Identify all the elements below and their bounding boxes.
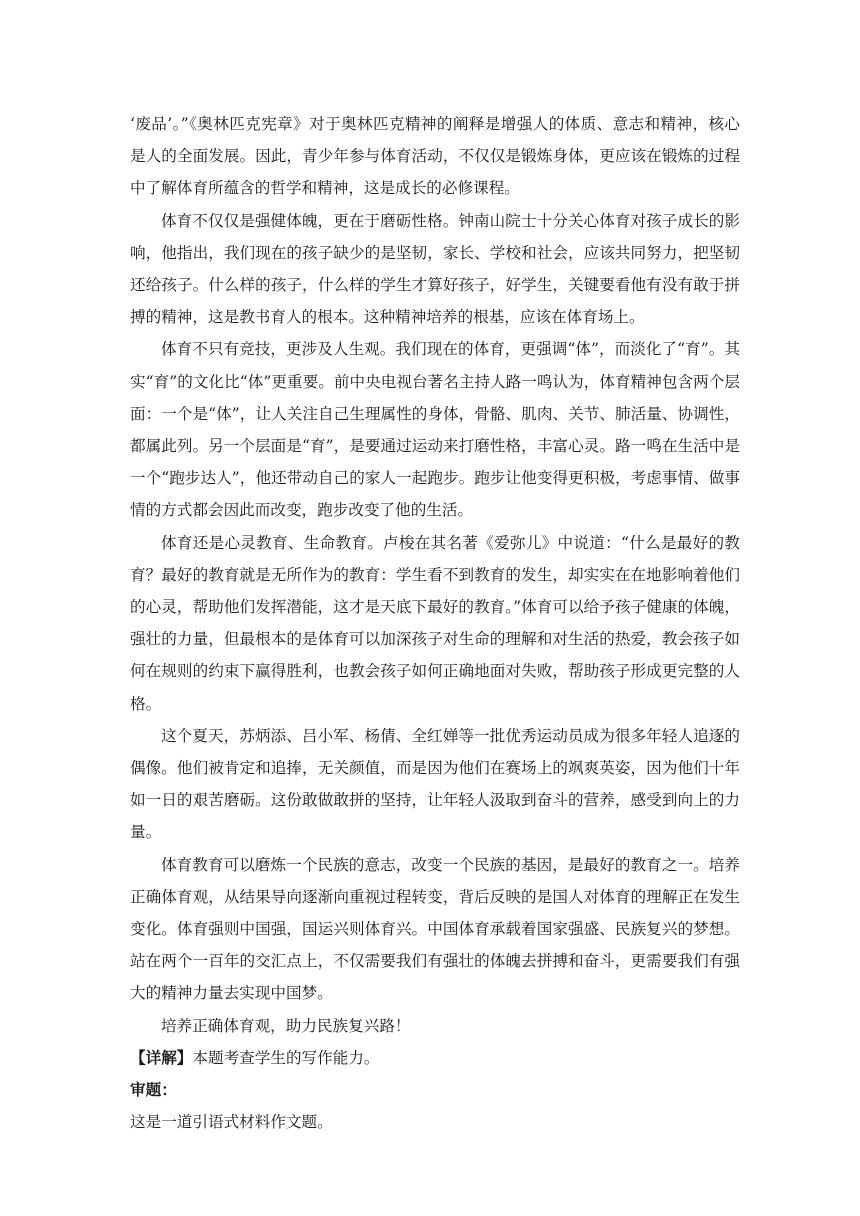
paragraph-6: 体育教育可以磨炼一个民族的意志，改变一个民族的基因，是最好的教育之一。培养正确体育观，从结果导向逐渐向重视过程转变，背后反映的是国人对体育的理解正在发生变化。体育强则中国强，国运兴则体育兴。中国体育承载着国家强盛、民族复兴的梦想。站在两个一百年的交汇点上，不仅需要我们有强壮的体魄去拼搏和奋斗，更需要我们有强大的精神力量去实现中国梦。 [130, 855, 740, 1003]
paragraph-2: 体育不仅仅是强健体魄，更在于磨砺性格。钟南山院士十分关心体育对孩子成长的影响，他指出，我们现在的孩子缺少的是坚韧，家长、学校和社会，应该共同努力，把坚韧还给孩子。什么样的孩子，什么样的学生才算好孩子，好学生，关键要看他有没有敢于拼搏的精神，这是教书育人的根本。这种精神培养的根基，应该在体育场上。 [130, 211, 740, 327]
detail-label: 【详解】 [130, 1047, 193, 1067]
paragraph-1: ‘废品’。”《奥林匹克宪章》对于奥林匹克精神的阐释是增强人的体质、意志和精神，核心是人的全面发展。因此，青少年参与体育活动，不仅仅是锻炼身体，更应该在锻炼的过程中了解体育所蕴含的哲学和精神，这是成长的必修课程。 [130, 115, 740, 198]
review-text: 这是一道引语式材料作文题。 [130, 1113, 333, 1132]
detail-line [130, 1042, 740, 1074]
paragraph-4: 体育还是心灵教育、生命教育。卢梭在其名著《爱弥儿》中说道：“什么是最好的教育？最好的教育就是无所作为的教育：学生看不到教育的发生，却实实在在地影响着他们的心灵，帮助他们发挥潜能，这才是天底下最好的教育。”体育可以给予孩子健康的体魄，强壮的力量，但最根本的是体育可以加深孩子对生命的理解和对生活的热爱，教会孩子如何在规则的约束下赢得胜利，也教会孩子如何正确地面对失败，帮助孩子形成更完整的人格。 [130, 533, 740, 713]
document-body [130, 108, 740, 1139]
paragraph-3: 体育不只有竞技，更涉及人生观。我们现在的体育，更强调“体”，而淡化了“育”。其实“育”的文化比“体”更重要。前中央电视台著名主持人路一鸣认为，体育精神包含两个层面：一个是“体”，让人关注自己生理属性的身体，骨骼、肌肉、关节、肺活量、协调性，都属此列。另一个层面是“育”，是要通过运动来打磨性格，丰富心灵。路一鸣在生活中是一个“跑步达人”，他还带动自己的家人一起跑步。跑步让他变得更积极，考虑事情、做事情的方式都会因此而改变，跑步改变了他的生活。 [130, 340, 740, 520]
review-heading: 审题： [130, 1080, 177, 1100]
paragraph-5: 这个夏天，苏炳添、吕小军、杨倩、全红婵等一批优秀运动员成为很多年轻人追逐的偶像。他们被肯定和追捧，无关颜值，而是因为他们在赛场上的飒爽英姿，因为他们十年如一日的艰苦磨砺。这份敢做敢拼的坚持，让年轻人汲取到奋斗的营养，感受到向上的力量。 [130, 726, 740, 842]
detail-text: 本题考查学生的写作能力。 [192, 1048, 380, 1067]
closing-line: 培养正确体育观，助力民族复兴路！ [161, 1016, 411, 1035]
